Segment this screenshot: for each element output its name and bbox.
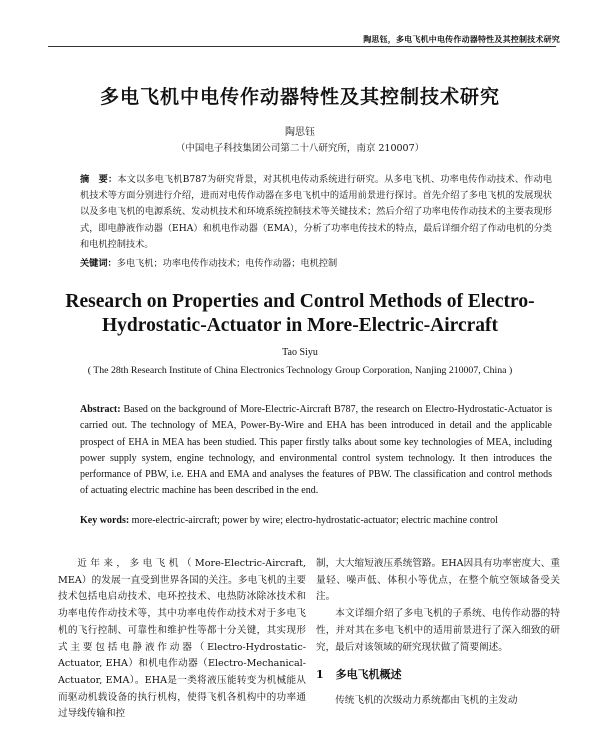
body-right-column bbox=[316, 556, 560, 710]
chinese-keywords bbox=[80, 257, 552, 271]
english-keywords-text: more-electric-aircraft; power by wire; electro-hydrostatic-actuator; electric machine control bbox=[131, 515, 498, 526]
introduction-paragraph-continued: 制，大大缩短液压系统管路。EHA因具有功率密度大、重量轻、噪声低、体积小等优点，在整个航空领域备受关注。 bbox=[316, 558, 560, 603]
english-author: Tao Siyu bbox=[282, 347, 318, 358]
chinese-affiliation: （中国电子科技集团公司第二十八研究所，南京 210007） bbox=[175, 143, 425, 154]
section-heading bbox=[316, 666, 560, 684]
header-rule bbox=[48, 46, 556, 47]
chinese-keywords-label: 关键词： bbox=[80, 258, 117, 269]
english-keywords-label: Key words: bbox=[80, 515, 130, 526]
paper-outline-paragraph: 本文详细介绍了多电飞机的子系统、电传作动器的特性，并对其在多电飞机中的适用前景进行了深入细致的研究，最后对该领域的研究现状做了简要阐述。 bbox=[316, 608, 560, 653]
english-abstract bbox=[80, 402, 552, 500]
english-keywords bbox=[80, 514, 552, 528]
section-title: 多电飞机概述 bbox=[335, 668, 402, 682]
chinese-author: 陶思钰 bbox=[285, 127, 315, 138]
english-abstract-text: Based on the background of More-Electric-Aircraft B787, the research on Electro-Hydrostatic-Actuator is carried out. The technology of MEA, Power-By-Wire and EHA has been introduced in detail and the applicable prospect of EHA in MEA has been studied. This paper firstly talks about some key technologies of MEA, including power supply system, engine technology, and environmental control system technology. It then introduces the performance of PBW, i.e. EHA and EMA and analyses the features of PBW. The classification and control methods of actuating electric machine has been described in the end. bbox=[80, 404, 552, 497]
section-number: 1 bbox=[316, 668, 324, 682]
chinese-abstract bbox=[80, 172, 552, 253]
section-paragraph: 传统飞机的次级动力系统都由飞机的主发动 bbox=[335, 695, 518, 707]
chinese-title: 多电飞机中电传作动器特性及其控制技术研究 bbox=[99, 86, 500, 108]
chinese-abstract-text: 本文以多电飞机B787为研究背景，对其机电传动系统进行研究。从多电飞机、功率电传作动技术、作动电机技术等方面分别进行介绍，进而对电传作动器在多电飞机中的适用前景进行探讨。首先介绍了多电飞机的发展现状以及多电飞机的电源系统、发动机技术和环境系统控制技术等关键技术；然后介绍了功率电传作动技术的主要表现形式，即电静液作动器（EHA）和机电作动器（EMA），分析了功率电传技术的特点，最后详细介绍了作动电机的分类和电机控制技术。 bbox=[80, 174, 552, 250]
introduction-paragraph: 近年来，多电飞机（More-Electric-Aircraft, MEA）的发展一直受到世界各国的关注。多电飞机的主要技术包括电启动技术、电环控技术、电热防冰除冰技术和功率电传作动技术等，其中功率电传作动技术对于多电飞机的飞行控制、可靠性和维护性等都十分关键，其实现形式主要包括电静液作动器（Electro-Hydrostatic-Actuator, EHA）和机电作动器（Electro-Mechanical-Actuator, EMA）。EHA是一类将液压能转变为机械能从而驱动机载设备的执行机构，使得飞机各机构中的功率通过导线传输和控 bbox=[58, 558, 306, 720]
running-header: 陶思钰，多电飞机中电传作动器特性及其控制技术研究 bbox=[363, 34, 560, 44]
english-affiliation: ( The 28th Research Institute of China Electronics Technology Group Corporation, Nanjing 210007, China ) bbox=[87, 365, 513, 376]
chinese-abstract-label: 摘 要： bbox=[80, 174, 118, 185]
body-left-column bbox=[58, 556, 306, 723]
english-abstract-label: Abstract: bbox=[80, 404, 121, 415]
chinese-keywords-text: 多电飞机；功率电传作动技术；电传作动器；电机控制 bbox=[116, 258, 338, 269]
english-title: Research on Properties and Control Methods of Electro-Hydrostatic-Actuator in More-Electric-Aircraft bbox=[65, 291, 535, 336]
